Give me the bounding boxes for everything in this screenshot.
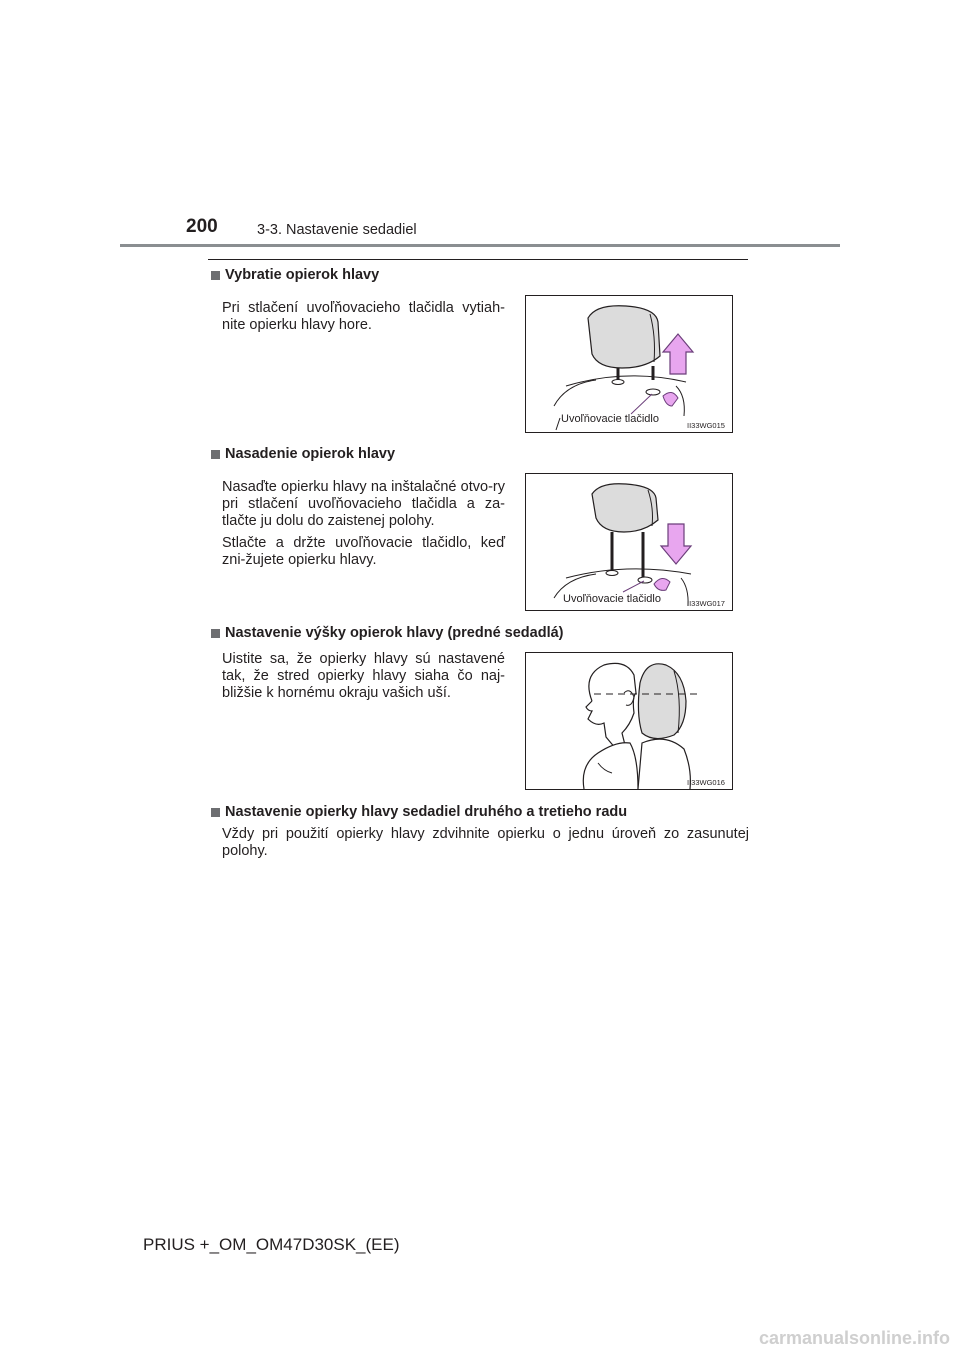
figure-install-headrest [525, 473, 733, 611]
page-number: 200 [186, 216, 218, 237]
figure-label-release-button: Uvoľňovacie tlačidlo [563, 593, 661, 605]
figure-code: II33WG015 [687, 421, 725, 430]
figure-code: II33WG017 [687, 599, 725, 608]
paragraph: Pri stlačení uvoľňovacieho tlačidla vytiah-nite opierku hlavy hore. [222, 300, 505, 333]
header-divider [120, 244, 840, 247]
section-heading-text: Nastavenie opierky hlavy sedadiel druhého a tretieho radu [225, 804, 628, 820]
chapter-title: 3-3. Nastavenie sedadiel [257, 222, 417, 238]
section-heading-rear-headrest [211, 804, 627, 820]
paragraph: Stlačte a držte uvoľňovacie tlačidlo, keď zni-žujete opierku hlavy. [222, 535, 505, 568]
figure-code: II33WG016 [687, 778, 725, 787]
document-id: PRIUS +_OM_OM47D30SK_(EE) [143, 1235, 400, 1254]
section-heading-adjust-height [211, 625, 563, 641]
paragraph: Vždy pri použití opierky hlavy zdvihnite opierku o jednu úroveň zo zasunutej polohy. [222, 826, 749, 859]
section-heading-text: Nastavenie výšky opierok hlavy (predné sedadlá) [225, 625, 564, 641]
section-heading-install-headrest [211, 446, 395, 462]
section-divider [208, 259, 748, 260]
figure-adjust-height [525, 652, 733, 790]
section-heading-text: Nasadenie opierok hlavy [225, 446, 396, 462]
paragraph: Nasaďte opierku hlavy na inštalačné otvo-ry pri stlačení uvoľňovacieho tlačidla a za-tlačte ju dolu do zaistenej polohy. [222, 479, 505, 529]
bullet-square-icon [211, 808, 220, 817]
bullet-square-icon [211, 629, 220, 638]
figure-label-release-button: Uvoľňovacie tlačidlo [561, 413, 659, 425]
section-heading-text: Vybratie opierok hlavy [225, 267, 380, 283]
watermark: carmanualsonline.info [758, 1328, 950, 1348]
section-heading-remove-headrest [211, 267, 379, 283]
paragraph: Uistite sa, že opierky hlavy sú nastavené tak, že stred opierky hlavy siaha čo naj-bližšie k hornému okraju vašich uší. [222, 651, 505, 701]
bullet-square-icon [211, 271, 220, 280]
bullet-square-icon [211, 450, 220, 459]
figure-remove-headrest [525, 295, 733, 433]
